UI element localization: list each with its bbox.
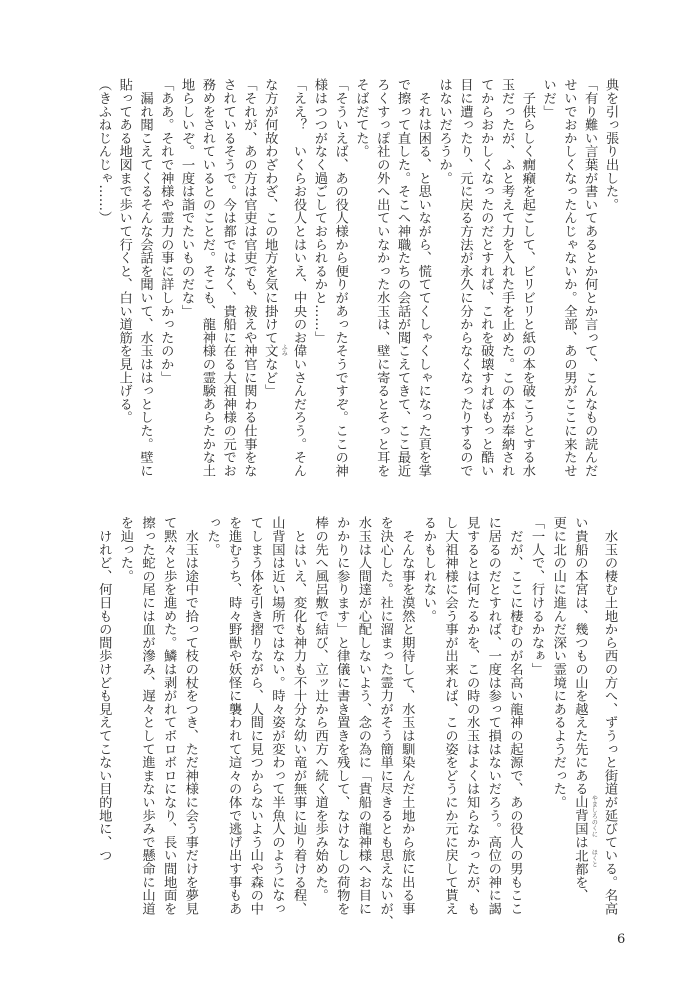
text-segment: てからおかしくなったのだとすれば、これを破壊すればもっと酷い: [478, 78, 494, 477]
text-segment: を決心した。社に溜まった霊力がそう簡単に尽きるとも思えないが、: [377, 516, 393, 929]
text-segment: を辿った。: [117, 516, 133, 583]
text-segment: 「一人で、行けるかなぁ」: [529, 516, 545, 676]
text-segment: そばだてた。: [353, 78, 369, 158]
text-column: [516, 78, 537, 483]
text-column: [598, 516, 620, 921]
text-segment: 見するとは何たるかを、この時の水玉はよくは知らなかったが、も: [464, 516, 480, 915]
text-column: [578, 78, 599, 483]
text-column: [482, 516, 504, 921]
text-segment: るかもしれない。: [420, 516, 436, 623]
text-column: [599, 78, 620, 483]
text-segment: など」: [262, 357, 278, 398]
text-segment: 典を引っ張り出した。: [603, 78, 618, 211]
text-segment: て黙々と歩を進めた。鱗は剥がれてボロボロになり、長い間地面を: [161, 516, 177, 915]
ruby-base-text: 山背国: [572, 795, 588, 836]
text-column: [537, 78, 558, 483]
text-segment: だが、ここに棲むのが名高い龍神の起源で、あの役人の男もここ: [507, 516, 523, 915]
text-segment: 棒の先へ風呂敷で結び、立ッ辻から西方へ続く道を歩み始めた。: [312, 516, 328, 902]
ruby-reading: ふみ: [280, 344, 288, 356]
text-segment: 玉だったが、ふと考えて力を入れた手を止めた。この本が奉納され: [499, 78, 515, 477]
text-column: [258, 78, 287, 483]
ruby-base: [572, 795, 598, 838]
text-segment: 水玉は途中で拾って枝の杖をつき、ただ神様に会う事だけを夢見: [182, 516, 198, 915]
text-column: [350, 78, 371, 483]
text-column: [461, 516, 483, 921]
text-column: [569, 516, 599, 921]
text-column: [331, 516, 353, 921]
page-number: 6: [617, 932, 626, 947]
text-column: [179, 516, 201, 921]
text-segment: し大祖神様に会う事が出来れば、この姿をどうにか元に戻して貰え: [442, 516, 458, 915]
text-segment: 「ああ。それで神様や霊力の事に詳しかったのか」: [158, 78, 174, 384]
text-segment: で擦って直した。そこへ神職たちの会話が聞こえてきて、ここ最近: [395, 78, 411, 477]
text-segment: 貼ってある地図まで歩いて行くと、白い道筋を見上げる。: [116, 78, 132, 424]
text-column: [370, 78, 391, 483]
text-segment: かかりに参ります」と律儀に書き置きを残して、なけなしの荷物を: [334, 516, 350, 915]
text-segment: せいでおかしくなったんじゃないか。全部、あの男がここに来たせ: [561, 78, 577, 477]
text-segment: いだ」: [540, 78, 556, 118]
text-segment: 様はつつがなく過ごしておられるかと……」: [311, 78, 327, 344]
ruby-base-text: 北都: [572, 848, 588, 876]
text-column: [244, 516, 266, 921]
text-column: [329, 78, 350, 483]
text-column: [158, 516, 180, 921]
text-column: [287, 516, 309, 921]
text-segment: 「有り難い言葉が書いてあるとか何とか言って、こんなもの読んだ: [582, 78, 598, 477]
text-segment: 地らしいぞ。一度は詣でたいものだな」: [179, 78, 195, 318]
text-segment: けれど、何日もの間歩けども見えてこない目的地に、つ: [96, 516, 112, 862]
ruby-reading: やましろのくに: [590, 795, 598, 838]
text-segment: 「それが、あの方は官吏は官吏でも、祓えや神官に関わる仕事をな: [241, 78, 257, 477]
text-column: [114, 516, 136, 921]
text-column: [412, 78, 433, 483]
ruby-base: [572, 848, 598, 876]
text-segment: そんな事を漠然と期待して、水玉は馴染んだ土地から旅に出る事: [399, 516, 415, 915]
text-column: [175, 78, 196, 483]
text-column: [547, 516, 569, 921]
text-segment: とはいえ、変化も神力も不十分な幼い竜が無事に辿り着ける程、: [291, 516, 307, 915]
text-segment: を進むうち、時々野獣や妖怪に襲われて這々の体で逃げ出す事もあ: [226, 516, 242, 915]
text-segment: った。: [204, 516, 220, 556]
text-column: [93, 516, 115, 921]
text-column: [222, 516, 244, 921]
ruby-reading: ほくと: [590, 848, 598, 867]
text-column: [113, 78, 134, 483]
text-segment: 水玉の棲む土地から西の方へ、ずうっと街道が延びている。名高: [602, 516, 617, 915]
text-column: [201, 516, 223, 921]
text-column: [196, 78, 217, 483]
ruby-base-text: 文: [262, 344, 278, 358]
text-segment: は: [572, 835, 588, 849]
text-segment: 目に遭ったり、元に戻る方法が永久に分からなくなったりするので: [457, 78, 473, 477]
text-column: [396, 516, 418, 921]
text-column: [525, 516, 547, 921]
text-segment: 水玉は人間達が心配しないよう、念の為に「貴船の龍神様へお目に: [355, 516, 371, 915]
ruby-base: [262, 344, 288, 358]
text-segment: い貴船の本宮は、幾つもの山を越えた先にある: [572, 516, 588, 796]
text-column: [134, 78, 155, 483]
text-column: [287, 78, 308, 483]
text-segment: 山背国は近い場所ではない。時々姿が変わって半魚人のようになっ: [269, 516, 285, 915]
text-segment: それは困る、と思いながら、慌ててくしゃくしゃになった頁を掌: [415, 78, 431, 477]
text-segment: されているそうで。今は都ではなく、貴船に在る大祖神様の元でお: [220, 78, 236, 477]
text-column: [495, 78, 516, 483]
text-column: [352, 516, 374, 921]
text-column: [266, 516, 288, 921]
text-segment: に居るのだとすれば、一度は参って損はないだろう。高位の神に謁: [485, 516, 501, 915]
text-column: [417, 516, 439, 921]
text-column: [374, 516, 396, 929]
text-segment: 務めをされているとのことだ。そこも、龍神様の霊験あらたかな土: [199, 78, 215, 477]
text-segment: はないだろうか。: [436, 78, 452, 185]
text-column: [217, 78, 238, 483]
text-column: [238, 78, 259, 483]
text-column: [558, 78, 579, 483]
text-segment: を、: [572, 875, 588, 902]
text-segment: 「そういえば、あの役人様から便りがあったそうですぞ。ここの神: [332, 78, 348, 477]
text-segment: 「ええ？ いくらお役人とはいえ、中央のお偉いさんだろう。そん: [291, 78, 307, 477]
text-column: [391, 78, 412, 483]
text-segment: な方が何故わざわざ、この地方を気に掛けて: [262, 78, 278, 344]
lower-text-block: [93, 516, 620, 929]
text-segment: （きふねじんじゃ……）: [95, 78, 111, 225]
text-column: [439, 516, 461, 921]
text-segment: ろくすっぽ社の外へ出ていなかった水玉は、壁に寄るとそっと耳を: [374, 78, 390, 477]
text-segment: 子供らしく癇癪を起こして、ビリビリと紙の本を破こうとする水: [519, 78, 535, 477]
text-column: [433, 78, 454, 483]
text-column: [136, 516, 158, 921]
text-column: [309, 516, 331, 921]
text-column: [454, 78, 475, 483]
upper-text-block: [92, 78, 620, 483]
text-segment: 漏れ聞こえてくるそんな会話を聞いて、水玉ははっとした。壁に: [137, 78, 153, 477]
text-column: [92, 78, 113, 483]
text-segment: 更に北の山に進んだ深い霊境にあるようだった。: [550, 516, 566, 809]
text-column: [474, 78, 495, 483]
text-column: [504, 516, 526, 921]
text-column: [308, 78, 329, 483]
text-segment: てしまう体を引き摺りながら、人間に見つからないよう山や森の中: [247, 516, 263, 915]
text-segment: 擦った蛇の尾には血が滲み、遅々として進まない歩みで懸命に山道: [139, 516, 155, 915]
text-column: [154, 78, 175, 483]
